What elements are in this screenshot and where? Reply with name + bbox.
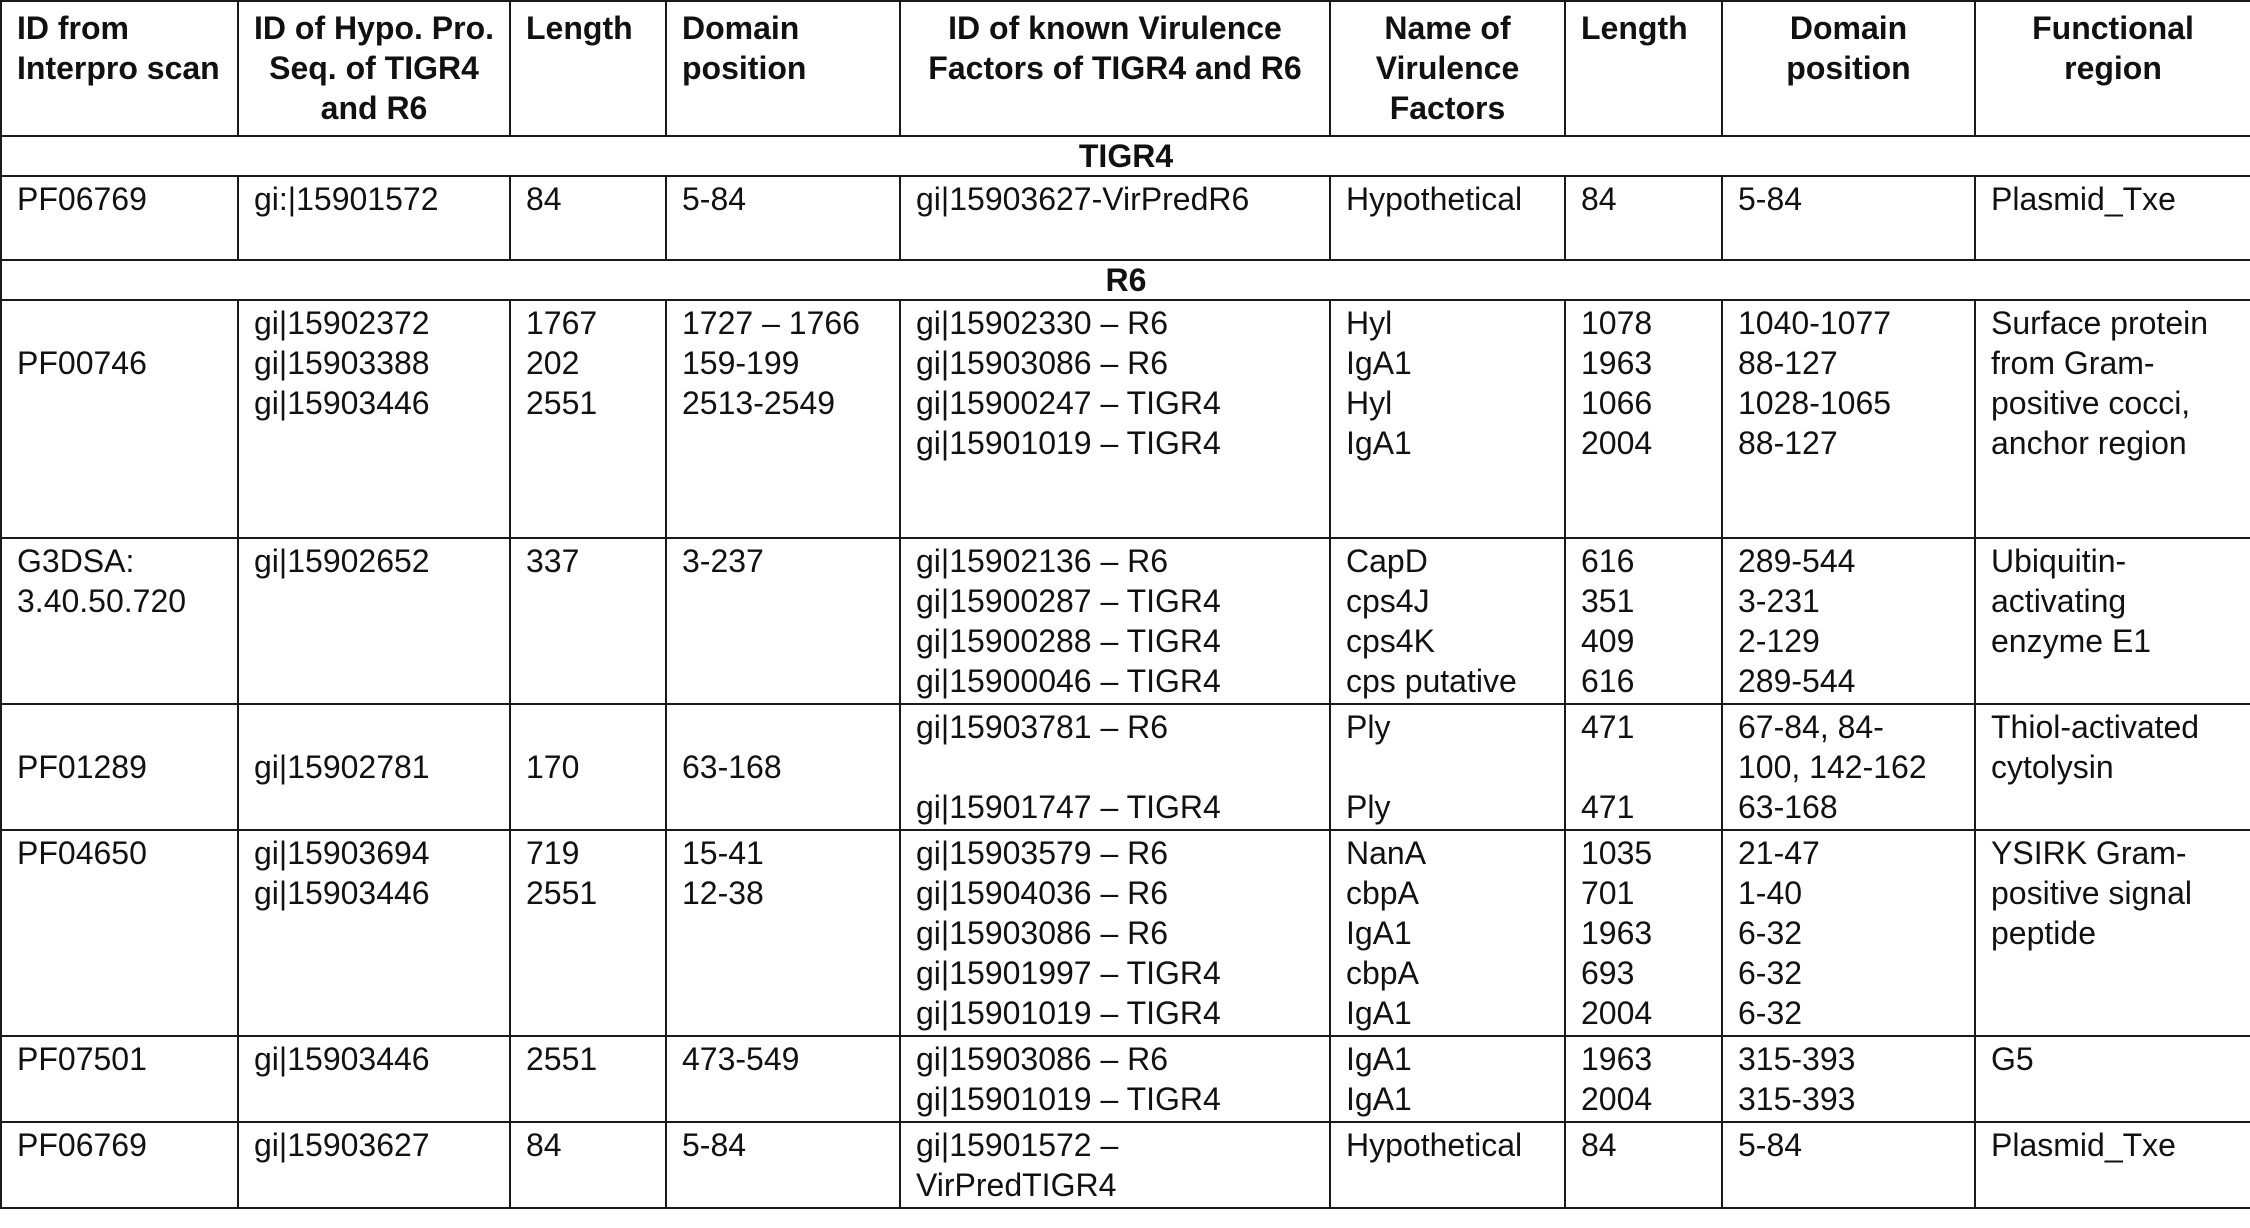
cell-region: [1975, 1122, 2250, 1208]
cell-text: Hypothetical: [1346, 1127, 1523, 1163]
cell-text: 3-237: [682, 543, 764, 579]
cell-text: 84: [526, 1127, 562, 1163]
cell-text: 2551: [526, 1041, 598, 1077]
cell-text: Hyl IgA1 Hyl IgA1: [1346, 305, 1412, 461]
column-header: Domain position: [666, 1, 900, 136]
cell-vf-name: [1330, 830, 1565, 1036]
cell-text: gi:|15901572: [254, 181, 439, 217]
cell-text: Thiol-activated cytolysin: [1991, 709, 2200, 785]
cell-vf-name: [1330, 300, 1565, 538]
column-header: ID of Hypo. Pro. Seq. of TIGR4 and R6: [238, 1, 510, 136]
cell-vf-id: [900, 1122, 1330, 1208]
cell-hypo-id: [238, 176, 510, 260]
cell-region: [1975, 830, 2250, 1036]
cell-hypo-id: [238, 300, 510, 538]
cell-interpro: [1, 830, 238, 1036]
cell-text: 1040-1077 88-127 1028-1065 88-127: [1738, 305, 1892, 461]
cell-vf-name: [1330, 704, 1565, 830]
cell-hypo-len: [510, 300, 666, 538]
cell-region: [1975, 176, 2250, 260]
cell-text: gi|15903579 – R6 gi|15904036 – R6 gi|15903086 – R6 gi|15901997 – TIGR4 gi|15901019 – TIGR4: [916, 835, 1221, 1031]
cell-text: gi|15903627: [254, 1127, 430, 1163]
cell-vf-id: [900, 176, 1330, 260]
cell-text: 67-84, 84- 100, 142-162 63-168: [1738, 709, 1927, 825]
column-header: Length: [510, 1, 666, 136]
cell-vf-id: [900, 1036, 1330, 1122]
cell-hypo-domain: [666, 538, 900, 704]
cell-hypo-id: [238, 1122, 510, 1208]
section-title: TIGR4: [1, 136, 2250, 176]
cell-text: Plasmid_Txe: [1991, 181, 2176, 217]
cell-text: Ubiquitin- activating enzyme E1: [1991, 543, 2152, 659]
cell-text: Ply Ply: [1346, 709, 1391, 825]
cell-interpro: [1, 704, 238, 830]
cell-interpro: [1, 1036, 238, 1122]
cell-text: 5-84: [1738, 1127, 1803, 1163]
table-row: [1, 300, 2250, 538]
cell-text: 63-168: [682, 749, 782, 785]
cell-text: G5: [1991, 1041, 2034, 1077]
cell-text: G3DSA: 3.40.50.720: [17, 543, 187, 619]
cell-text: gi|15903781 – R6 gi|15901747 – TIGR4: [916, 709, 1221, 825]
cell-vf-domain: [1722, 704, 1975, 830]
column-header: Functional region: [1975, 1, 2250, 136]
cell-vf-id: [900, 538, 1330, 704]
cell-vf-len: [1565, 300, 1722, 538]
section-header-row: [1, 136, 2250, 176]
cell-text: PF06769: [17, 181, 147, 217]
cell-text: 21-47 1-40 6-32 6-32 6-32: [1738, 835, 1820, 1031]
cell-text: 719 2551: [526, 835, 598, 911]
cell-region: [1975, 704, 2250, 830]
table-row: [1, 830, 2250, 1036]
cell-text: gi|15903446: [254, 1041, 430, 1077]
cell-text: PF00746: [17, 345, 147, 381]
cell-text: 1727 – 1766 159-199 2513-2549: [682, 305, 860, 421]
cell-hypo-len: [510, 704, 666, 830]
cell-hypo-id: [238, 830, 510, 1036]
cell-text: 15-41 12-38: [682, 835, 764, 911]
cell-text: PF06769: [17, 1127, 147, 1163]
cell-vf-len: [1565, 1036, 1722, 1122]
section-title: R6: [1, 260, 2250, 300]
cell-hypo-domain: [666, 704, 900, 830]
cell-region: [1975, 538, 2250, 704]
cell-hypo-len: [510, 1036, 666, 1122]
cell-vf-domain: [1722, 176, 1975, 260]
table-row: [1, 1036, 2250, 1122]
cell-text: gi|15901572 – VirPredTIGR4: [916, 1127, 1119, 1203]
cell-hypo-domain: [666, 1036, 900, 1122]
cell-text: gi|15902781: [254, 749, 430, 785]
cell-text: gi|15903627-VirPredR6: [916, 181, 1250, 217]
cell-interpro: [1, 176, 238, 260]
cell-vf-name: [1330, 538, 1565, 704]
cell-text: 5-84: [682, 181, 747, 217]
column-header: ID from Interpro scan: [1, 1, 238, 136]
cell-text: gi|15902330 – R6 gi|15903086 – R6 gi|15900247 – TIGR4 gi|15901019 – TIGR4: [916, 305, 1221, 461]
cell-text: gi|15903694 gi|15903446: [254, 835, 430, 911]
cell-text: YSIRK Gram- positive signal peptide: [1991, 835, 2192, 951]
cell-hypo-domain: [666, 176, 900, 260]
cell-text: 5-84: [682, 1127, 747, 1163]
cell-text: 1963 2004: [1581, 1041, 1653, 1117]
cell-text: 1078 1963 1066 2004: [1581, 305, 1653, 461]
table-row: [1, 1122, 2250, 1208]
cell-text: Hypothetical: [1346, 181, 1523, 217]
cell-hypo-len: [510, 538, 666, 704]
cell-text: 473-549: [682, 1041, 800, 1077]
column-header: Name of Virulence Factors: [1330, 1, 1565, 136]
cell-vf-id: [900, 300, 1330, 538]
cell-text: 471 471: [1581, 709, 1635, 825]
cell-hypo-id: [238, 538, 510, 704]
cell-text: CapD cps4J cps4K cps putative: [1346, 543, 1517, 699]
cell-text: PF01289: [17, 749, 147, 785]
cell-vf-len: [1565, 830, 1722, 1036]
cell-hypo-domain: [666, 1122, 900, 1208]
cell-text: 5-84: [1738, 181, 1803, 217]
cell-vf-len: [1565, 1122, 1722, 1208]
cell-vf-len: [1565, 176, 1722, 260]
cell-text: 1035 701 1963 693 2004: [1581, 835, 1653, 1031]
table-row: [1, 538, 2250, 704]
cell-text: IgA1 IgA1: [1346, 1041, 1412, 1117]
column-header: Domain position: [1722, 1, 1975, 136]
cell-text: 84: [1581, 181, 1617, 217]
cell-vf-domain: [1722, 830, 1975, 1036]
cell-interpro: [1, 538, 238, 704]
cell-text: gi|15903086 – R6 gi|15901019 – TIGR4: [916, 1041, 1221, 1117]
cell-text: gi|15902372 gi|15903388 gi|15903446: [254, 305, 430, 421]
cell-hypo-len: [510, 176, 666, 260]
header-row: [1, 1, 2250, 136]
cell-vf-id: [900, 704, 1330, 830]
cell-vf-name: [1330, 1122, 1565, 1208]
cell-text: Plasmid_Txe: [1991, 1127, 2176, 1163]
cell-text: gi|15902136 – R6 gi|15900287 – TIGR4 gi|15900288 – TIGR4 gi|15900046 – TIGR4: [916, 543, 1221, 699]
cell-text: 315-393 315-393: [1738, 1041, 1856, 1117]
cell-vf-domain: [1722, 538, 1975, 704]
table-row: [1, 176, 2250, 260]
cell-vf-id: [900, 830, 1330, 1036]
cell-vf-domain: [1722, 300, 1975, 538]
cell-hypo-len: [510, 1122, 666, 1208]
cell-text: 337: [526, 543, 580, 579]
cell-text: 170: [526, 749, 580, 785]
table-row: [1, 704, 2250, 830]
cell-vf-name: [1330, 1036, 1565, 1122]
cell-vf-domain: [1722, 1122, 1975, 1208]
cell-text: 616 351 409 616: [1581, 543, 1635, 699]
cell-vf-len: [1565, 704, 1722, 830]
cell-text: PF07501: [17, 1041, 147, 1077]
column-header: Length: [1565, 1, 1722, 136]
cell-vf-domain: [1722, 1036, 1975, 1122]
cell-text: 84: [526, 181, 562, 217]
cell-hypo-domain: [666, 300, 900, 538]
cell-hypo-domain: [666, 830, 900, 1036]
cell-text: NanA cbpA IgA1 cbpA IgA1: [1346, 835, 1427, 1031]
cell-vf-len: [1565, 538, 1722, 704]
cell-text: Surface protein from Gram- positive cocci, anchor region: [1991, 305, 2209, 461]
column-header: ID of known Virulence Factors of TIGR4 and R6: [900, 1, 1330, 136]
cell-interpro: [1, 300, 238, 538]
cell-text: 1767 202 2551: [526, 305, 598, 421]
cell-region: [1975, 1036, 2250, 1122]
cell-interpro: [1, 1122, 238, 1208]
cell-text: PF04650: [17, 835, 147, 871]
table-body: [1, 136, 2250, 1208]
cell-text: 84: [1581, 1127, 1617, 1163]
cell-region: [1975, 300, 2250, 538]
cell-hypo-id: [238, 1036, 510, 1122]
section-header-row: [1, 260, 2250, 300]
cell-text: 289-544 3-231 2-129 289-544: [1738, 543, 1856, 699]
cell-hypo-len: [510, 830, 666, 1036]
cell-vf-name: [1330, 176, 1565, 260]
cell-text: gi|15902652: [254, 543, 430, 579]
cell-hypo-id: [238, 704, 510, 830]
